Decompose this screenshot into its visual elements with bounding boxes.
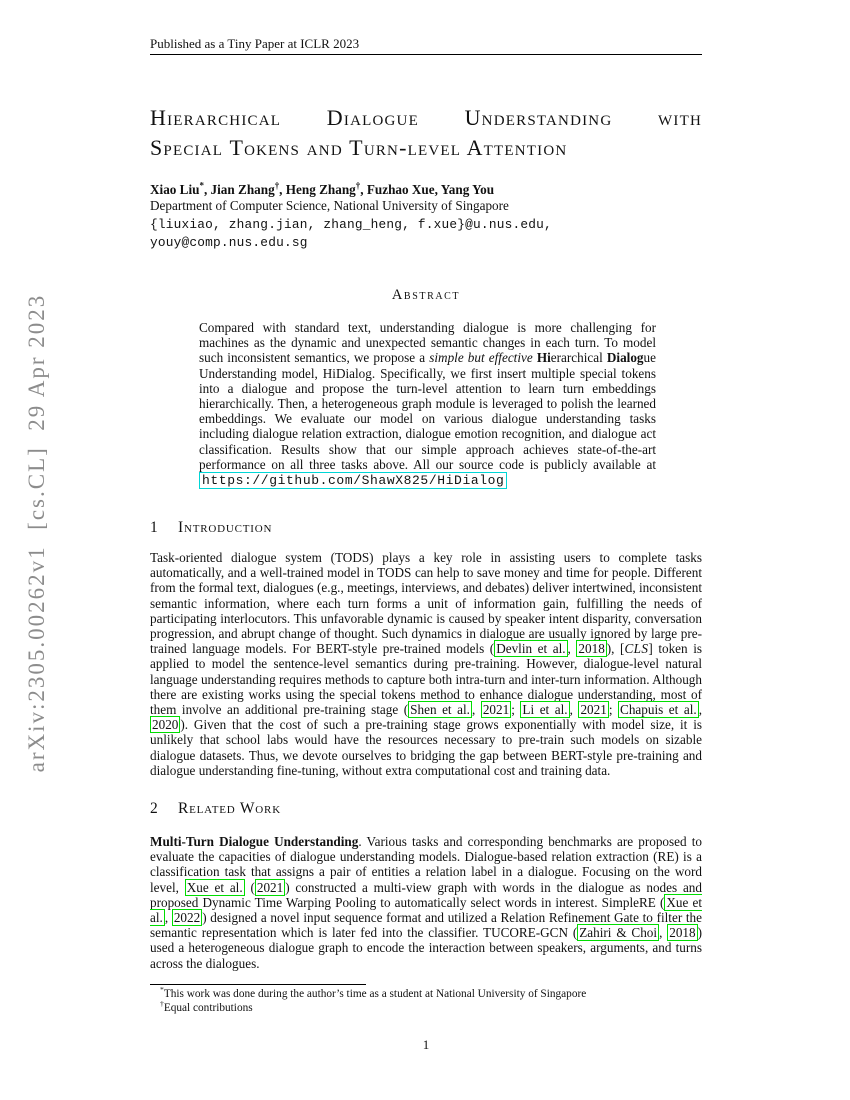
text-segment: , (164, 910, 172, 926)
text-segment: , Jian Zhang (203, 182, 275, 197)
footnote-rule (150, 984, 366, 985)
citation-link[interactable]: Shen et al. (410, 702, 470, 718)
text-segment: ] token is applied to model the sentence-level semantics during pre-training. However, dialogue-level natural language understanding requires methods to capture both intra-turn and inter-turn information. Although there are existing works using the special tokens method to enhance dialogue understanding, most of them involve an additional pre-training stage ( (150, 641, 702, 718)
text-segment: * (199, 180, 204, 191)
text-segment: , Fuzhao Xue, Yang You (360, 182, 495, 197)
footnotes (150, 985, 702, 1016)
text-segment: ) designed a novel input sequence format and utilized a Relation Refinement Gate to filter the semantic representation which is later fed into the classifier. TUCORE-GCN ( (150, 910, 702, 941)
text-segment: Xiao Liu (150, 182, 200, 197)
section-heading-introduction (150, 519, 702, 537)
arxiv-watermark: arXiv:2305.00262v1 [cs.CL] 29 Apr 2023 (24, 293, 49, 773)
paper-title (150, 103, 702, 163)
citation-link[interactable]: Xue et al. (150, 894, 702, 926)
text-segment: , (471, 702, 481, 718)
text-segment: † (355, 180, 361, 191)
paper-title-line-1: Hierarchical Dialogue Understanding with (150, 105, 702, 130)
repo-url-link[interactable]: https://github.com/ShawX825/HiDialog (199, 472, 507, 489)
publication-header: Published as a Tiny Paper at ICLR 2023 (150, 36, 360, 51)
text-segment: erarchical (550, 350, 607, 366)
text-segment: † (274, 180, 280, 191)
abstract-heading: Abstract (391, 287, 461, 303)
text-segment: Compared with standard text, understanding dialogue is more challenging for machines as the dynamic and unexpected semantic changes in each turn. To model such inconsistent semantics, we propose a (199, 320, 656, 366)
citation-link[interactable]: Zahiri & Choi (579, 925, 658, 941)
citation-link[interactable]: Devlin et al. (496, 641, 566, 657)
text-segment: simple but effective (429, 350, 533, 366)
citation-link[interactable]: 2021 (580, 702, 607, 718)
email-line-2: youy@comp.nus.edu.sg (150, 235, 308, 250)
text-segment: Equal contributions (163, 1001, 253, 1014)
text-segment: This work was done during the author’s time as a student at National University of Singapore (163, 988, 587, 1000)
text-segment: ; (511, 702, 521, 718)
citation-link[interactable]: 2022 (173, 910, 201, 926)
text-segment: , (659, 925, 668, 941)
citation-link[interactable]: 2021 (482, 702, 510, 718)
text-segment: . Various tasks and corresponding benchmarks are proposed to evaluate the capacities of dialogue understanding models. Dialogue-based relation extraction (RE) is a classification task that assigns a pair of entities a relation label in a dialogue. Focusing on the word level, (150, 834, 702, 895)
email-line-1: {liuxiao, zhang.jian, zhang_heng, f.xue}@u.nus.edu, (150, 217, 552, 232)
text-segment: ), [ (606, 641, 625, 657)
citation-link[interactable]: Li et al. (522, 702, 568, 718)
text-segment: , (567, 641, 577, 657)
citation-link[interactable]: Xue et al. (186, 879, 243, 895)
page-number: 1 (422, 1037, 430, 1052)
abstract-text (199, 320, 656, 488)
text-segment: , Heng Zhang (279, 182, 356, 197)
text-segment: ue Understanding model, HiDialog. Specifically, we first insert multiple special tokens into a dialogue and propose the turn-level attention to learn turn embeddings hierarchically. Then, a heterogeneous graph module is leveraged to polish the learned embeddings. We evaluate our model on various dialogue understanding tasks including dialogue relation extraction, dialogue emotion recognition, and dialogue act classification. Results show that our simple approach achieves state-of-the-art performance on all three tasks above. All our source code is publicly available at (199, 350, 656, 472)
section-title: Introduction (178, 519, 273, 536)
citation-link[interactable]: 2018 (578, 641, 605, 657)
text-segment: Hi (536, 350, 551, 366)
author-names (150, 182, 702, 198)
affiliation: Department of Computer Science, National University of Singapore (150, 198, 509, 213)
section-heading-related-work (150, 800, 702, 818)
text-segment: † (160, 999, 164, 1009)
text-segment: ) used a heterogeneous dialogue graph to encode the interaction between speakers, arguments, and turns across the dialogues. (150, 925, 703, 971)
footnote-affiliation-note (150, 985, 702, 1002)
author-block (150, 182, 702, 252)
text-segment: ; (608, 702, 619, 718)
text-segment: Task-oriented dialogue system (TODS) plays a key role in assisting users to complete tasks automatically, and a well-trained model in TODS can help to save money and time for people. Different from the formal text, dialogues (e.g., meetings, interviews, and debates) deliver intertwined, inconsistent semantic information, where each turn forms a unit of information gain, fulfilling the needs of participating interlocutors. This unfavorable dynamic is caused by speaker intent disparity, conversation progression, and abrupt change of thought. Such dynamics in dialogue are usually ignored by large pre-trained language models. For BERT-style pre-trained models ( (150, 550, 702, 657)
text-segment: Multi-Turn Dialogue Understanding (150, 834, 359, 849)
section-number: 1 (150, 519, 158, 536)
related-work-paragraph (150, 834, 702, 971)
footnote-equal-contributions (150, 999, 702, 1016)
text-segment: CLS (624, 641, 649, 657)
citation-link[interactable]: Chapuis et al. (620, 702, 697, 718)
section-number: 2 (150, 800, 158, 817)
section-title: Related Work (178, 800, 281, 817)
citation-link[interactable]: 2018 (669, 925, 696, 941)
text-segment: , (698, 702, 702, 718)
text-segment: ). Given that the cost of such a pre-training stage grows exponentially with model size, it is unlikely that school labs would have the resources necessary to pre-train such models on sizable dialogue datasets. Thus, we devote ourselves to bridging the gap between BERT-style pre-training and dialogue understanding fine-tuning, without extra computational cost and training data. (150, 717, 702, 778)
header-rule (150, 54, 702, 55)
citation-link[interactable]: 2021 (256, 879, 284, 895)
text-segment: , (569, 702, 579, 718)
text-segment: ) constructed a multi-view graph with words in the dialogue as nodes and proposed Dynamic Time Warping Pooling to automatically select words in interest. SimpleRE ( (150, 879, 702, 910)
text-segment: Dialog (606, 350, 644, 366)
introduction-paragraph (150, 550, 702, 778)
paper-title-line-2: Special Tokens and Turn-level Attention (150, 135, 568, 160)
citation-link[interactable]: 2020 (152, 717, 179, 733)
text-segment: ( (244, 879, 255, 895)
text-segment: * (160, 985, 164, 995)
